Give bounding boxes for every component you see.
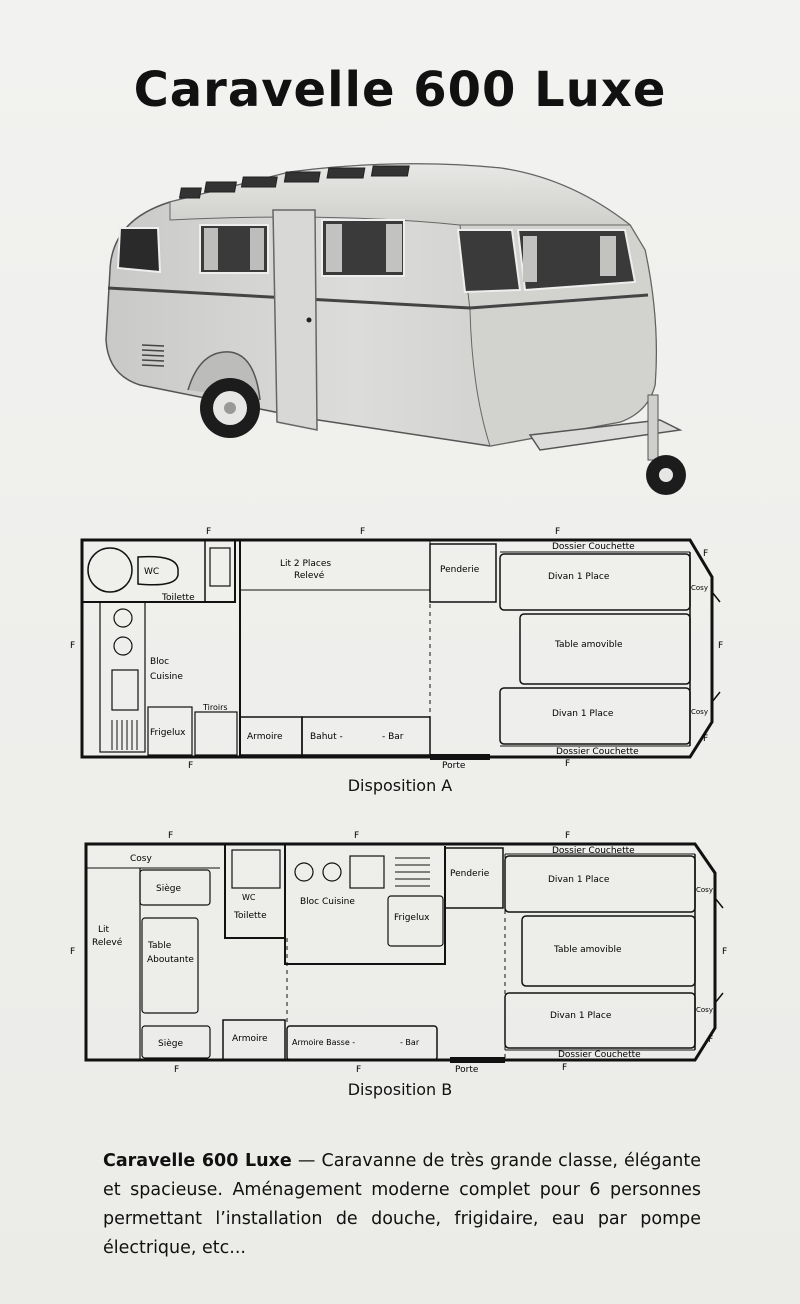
- marker-f: F: [722, 947, 728, 957]
- room-lit-line2: Relevé: [294, 571, 325, 581]
- room-bloc-line2: Cuisine: [150, 672, 183, 682]
- room-divan-bottom: Divan 1 Place: [550, 1011, 612, 1021]
- room-frigelux: Frigelux: [394, 913, 430, 923]
- page-title: Caravelle 600 Luxe: [133, 62, 667, 118]
- room-divan-bottom: Divan 1 Place: [552, 709, 614, 719]
- room-lit-line1: Lit: [98, 925, 110, 935]
- marker-f: F: [70, 947, 76, 957]
- description-lead: Caravelle 600 Luxe: [103, 1151, 292, 1171]
- marker-f: F: [174, 1065, 180, 1075]
- room-table: Table amovible: [555, 640, 623, 650]
- marker-f: F: [562, 1063, 568, 1073]
- room-penderie: Penderie: [440, 565, 480, 575]
- room-cosy-right-bottom: Cosy: [696, 1006, 713, 1014]
- marker-f: F: [718, 641, 724, 651]
- caption-disposition-b: Disposition B: [347, 1080, 453, 1099]
- marker-f: F: [703, 549, 709, 559]
- room-siege-bottom: Siège: [158, 1039, 184, 1049]
- porte-label: Porte: [455, 1065, 479, 1075]
- room-bloc-line1: Bloc: [150, 657, 170, 667]
- room-lit-line2: Relevé: [92, 938, 123, 948]
- room-armoire: Armoire: [232, 1034, 268, 1044]
- marker-f: F: [354, 831, 360, 841]
- room-dossier-bottom: Dossier Couchette: [556, 747, 639, 757]
- floor-plan-a: [70, 522, 730, 772]
- marker-f: F: [708, 1035, 714, 1045]
- room-cosy-bottom: Cosy: [691, 708, 708, 716]
- room-dossier-top: Dossier Couchette: [552, 542, 635, 552]
- room-bloc: Bloc Cuisine: [300, 897, 355, 907]
- description-paragraph: [103, 1147, 701, 1263]
- room-bar: - Bar: [382, 732, 404, 742]
- room-armoire-basse: Armoire Basse -: [292, 1038, 356, 1047]
- room-dossier-bottom: Dossier Couchette: [558, 1050, 641, 1060]
- caravan-illustration: [100, 150, 700, 510]
- description-text: Caravanne de très grande classe, élégante et spacieuse. Aménagement moderne complet pour 6 personnes permettant l’installation de douche, frigidaire, eau par pompe électrique, etc...: [103, 1151, 701, 1258]
- description-dash: —: [291, 1151, 322, 1171]
- room-cosy-top: Cosy: [691, 584, 708, 592]
- marker-f: F: [168, 831, 174, 841]
- room-toilette: Toilette: [234, 911, 267, 921]
- room-frigelux: Frigelux: [150, 728, 186, 738]
- room-toilette: Toilette: [162, 593, 195, 603]
- marker-f: F: [188, 761, 194, 771]
- marker-f: F: [555, 527, 561, 537]
- room-bahut: Bahut -: [310, 732, 343, 742]
- room-table-line1: Table: [148, 941, 172, 951]
- room-cosy-left: Cosy: [130, 854, 152, 864]
- caption-disposition-a: Disposition A: [347, 776, 453, 795]
- marker-f: F: [360, 527, 366, 537]
- room-cosy-right-top: Cosy: [696, 886, 713, 894]
- porte-label: Porte: [442, 761, 466, 771]
- room-table-line2: Aboutante: [147, 955, 194, 965]
- room-bar: - Bar: [400, 1038, 420, 1047]
- room-divan-top: Divan 1 Place: [548, 572, 610, 582]
- floor-plan-b: [70, 828, 730, 1078]
- room-tiroirs: Tiroirs: [203, 703, 228, 712]
- room-penderie: Penderie: [450, 869, 490, 879]
- room-wc: WC: [144, 567, 160, 577]
- room-wc: WC: [242, 893, 256, 902]
- room-lit-line1: Lit 2 Places: [280, 559, 332, 569]
- marker-f: F: [565, 759, 571, 769]
- marker-f: F: [356, 1065, 362, 1075]
- room-siege-top: Siège: [156, 884, 182, 894]
- room-table-amovible: Table amovible: [554, 945, 622, 955]
- marker-f: F: [70, 641, 76, 651]
- room-divan-top: Divan 1 Place: [548, 875, 610, 885]
- marker-f: F: [703, 734, 709, 744]
- marker-f: F: [206, 527, 212, 537]
- marker-f: F: [565, 831, 571, 841]
- room-armoire: Armoire: [247, 732, 283, 742]
- room-dossier-top: Dossier Couchette: [552, 846, 635, 856]
